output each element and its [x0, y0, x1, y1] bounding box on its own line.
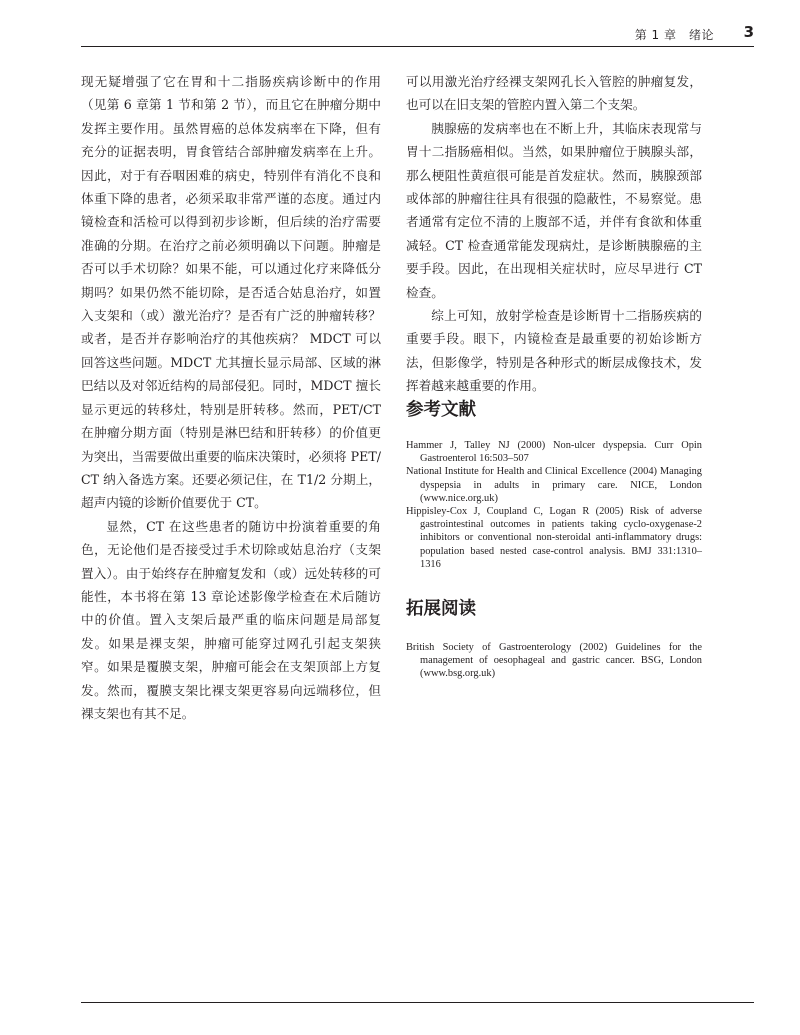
body-paragraph: 显然，CT 在这些患者的随访中扮演着重要的角色，无论他们是否接受过手术切除或姑息治疗（支架置入）。由于始终存在肿瘤复发和（或）远处转移的可能性，本书将在第 13 章论述影像学检查在术后随访中的价值。置入支架后最严重的临床问题是局部复发。如果是裸支架，肿瘤可能穿过网孔引起支架狭窄。如果是覆膜支架，肿瘤可能会在支架顶部上方复发。然而，覆膜支架比裸支架更容易向远端移位，但裸支架也有其不足。: [81, 518, 381, 721]
reference-item: National Institute for Health and Clinical Excellence (2004) Managing dyspepsia in adults in primary care. NICE, London (www.nice.org.uk): [406, 466, 702, 504]
body-paragraph: 可以用激光治疗经裸支架网孔长入管腔的肿瘤复发，也可以在旧支架的管腔内置入第二个支架。: [406, 74, 702, 113]
reference-item: British Society of Gastroenterology (2002) Guidelines for the management of oesophageal and gastric cancer. BSG, London (www.bsg.org.uk): [406, 642, 702, 680]
body-paragraph: 综上可知，放射学检查是诊断胃十二指肠疾病的重要手段。眼下，内镜检查是最重要的初始诊断方法，但影像学，特别是各种形式的断层成像技术，发挥着越来越重要的作用。: [406, 308, 702, 394]
references-heading: 参考文献: [406, 400, 476, 420]
body-paragraph: 现无疑增强了它在胃和十二指肠疾病诊断中的作用（见第 6 章第 1 节和第 2 节），而且它在肿瘤分期中发挥主要作用。虽然胃癌的总体发病率在下降，但有充分的证据表明，胃食管结合部肿瘤发病率在上升。因此，对于有吞咽困难的病史，特别伴有消化不良和体重下降的患者，必须采取非常严谨的态度。通过内镜检查和活检可以得到初步诊断，但后续的治疗需要准确的分期。在治疗之前必须明确以下问题。肿瘤是否可以手术切除？如果不能，可以通过化疗来降低分期吗？如果仍然不能切除，是否适合姑息治疗，如置入支架和（或）激光治疗？是否有广泛的肿瘤转移？或者，是否并存影响治疗的其他疾病？ MDCT 可以回答这些问题。MDCT 尤其擅长显示局部、区域的淋巴结以及对邻近结构的局部侵犯。同时，MDCT 擅长显示更远的转移灶，特别是肝转移。然而，PET/CT 在肿瘤分期方面（特别是淋巴结和肝转移）的价值更为突出，当需要做出重要的临床决策时，必须将 PET/CT 纳入备选方案。还要必须记住，在 T1/2 分期上，超声内镜的诊断价值要优于 CT。: [81, 74, 381, 511]
further-reading-list: [406, 641, 702, 681]
footer-rule: [81, 1002, 754, 1003]
further-reading-heading: 拓展阅读: [406, 599, 476, 619]
left-column: [81, 70, 381, 725]
page-number: 3: [743, 23, 754, 41]
reference-item: Hammer J, Talley NJ (2000) Non-ulcer dyspepsia. Curr Opin Gastroenterol 16:503–507: [406, 440, 702, 465]
running-header: [81, 22, 754, 47]
body-paragraph: 胰腺癌的发病率也在不断上升，其临床表现常与胃十二指肠癌相似。当然，如果肿瘤位于胰腺头部，那么梗阻性黄疸很可能是首发症状。然而，胰腺颈部或体部的肿瘤往往具有很强的隐蔽性，不易察觉。患者通常有定位不清的上腹部不适，并伴有食欲和体重减轻。CT 检查通常能发现病灶，是诊断胰腺癌的主要手段。因此，在出现相关症状时，应尽早进行 CT 检查。: [406, 120, 702, 300]
right-column: [406, 70, 702, 680]
reference-item: Hippisley-Cox J, Coupland C, Logan R (2005) Risk of adverse gastrointestinal outcomes in patients taking cyclo-oxygenase-2 inhibitors or conventional non-steroidal anti-inflammatory drugs: population based nested case-control analysis. BMJ 331:1310–1316: [406, 506, 702, 570]
chapter-title: 第 1 章 绪论: [634, 28, 714, 42]
reference-list: [406, 439, 702, 571]
